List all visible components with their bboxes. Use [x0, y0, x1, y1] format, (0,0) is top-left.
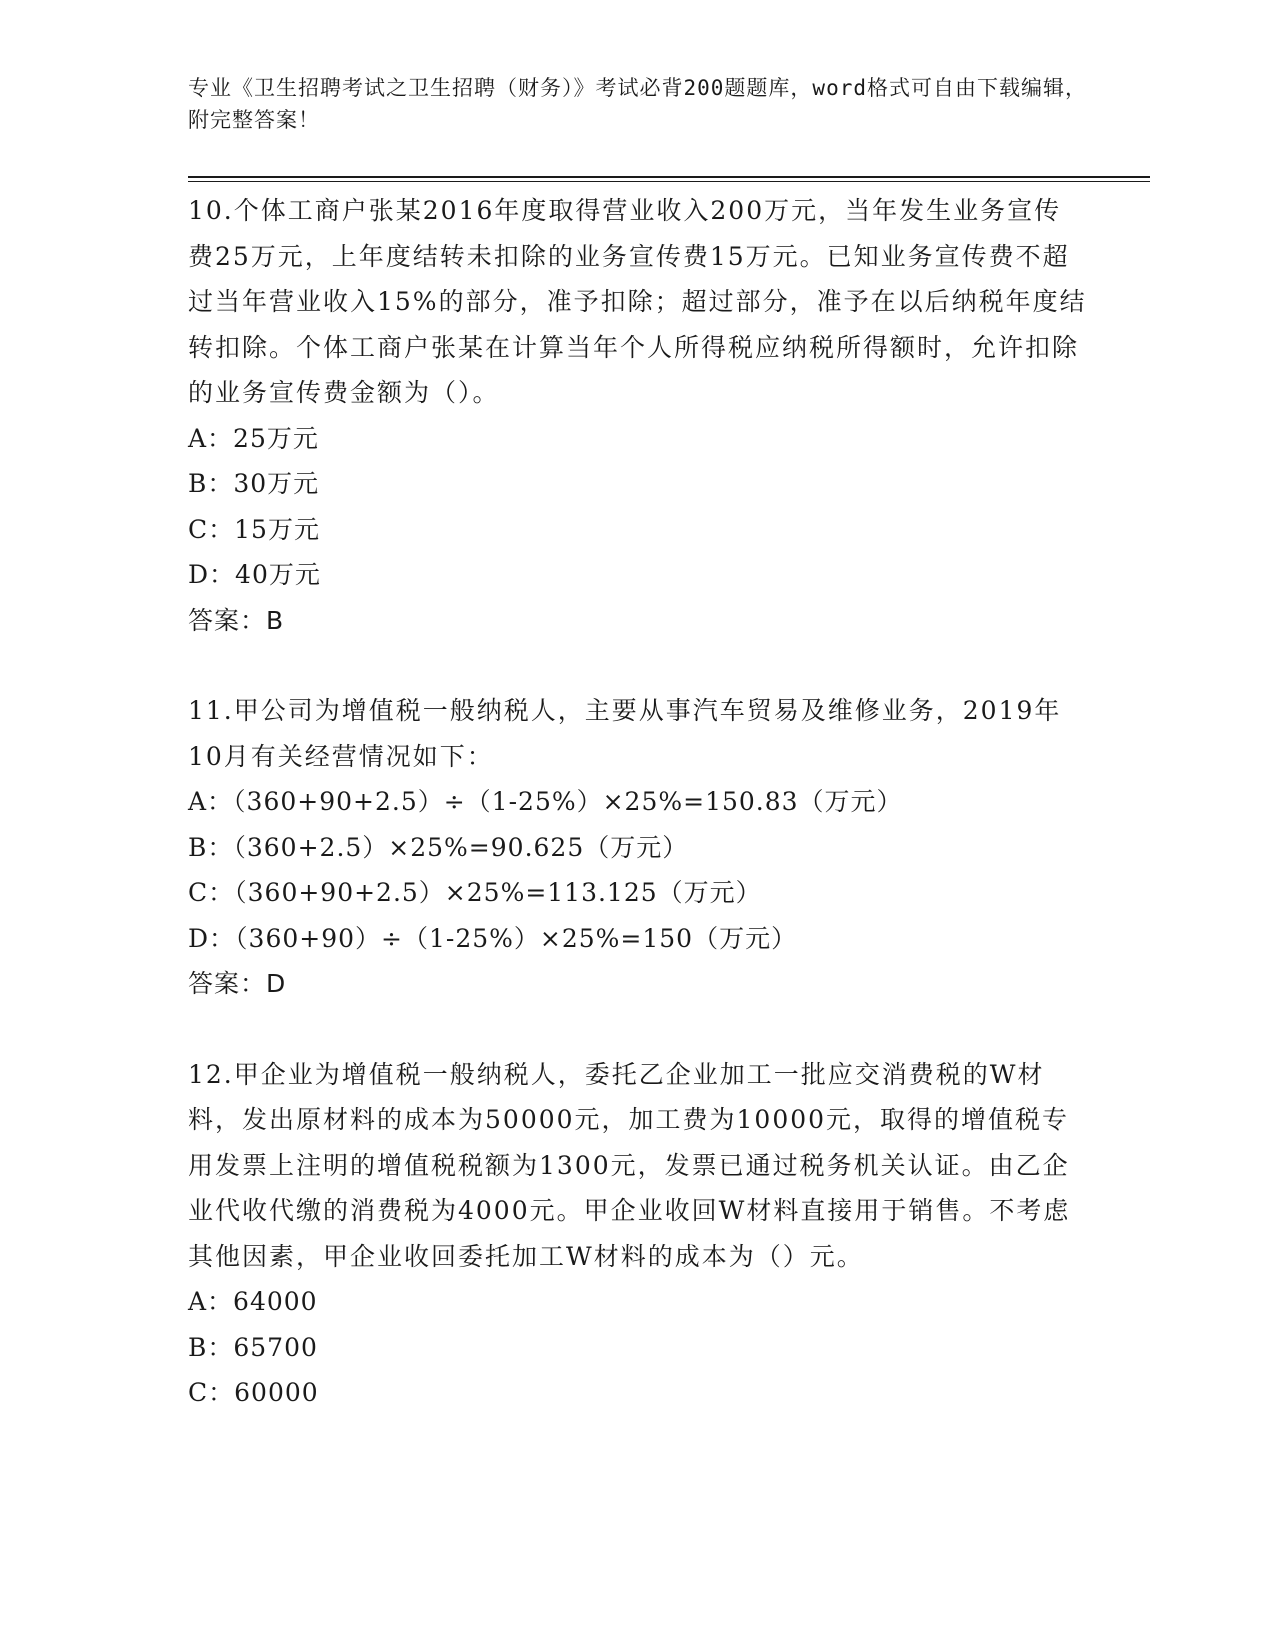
option-c: C：15万元	[188, 514, 320, 544]
question-stem: 10.个体工商户张某2016年度取得营业收入200万元，当年发生业务宣传费25万元，上年度结转未扣除的业务宣传费15万元。已知业务宣传费不超过当年营业收入15%的部分，准予扣除；超过部分，准予在以后纳税年度结转扣除。个体工商户张某在计算当年个人所得税应纳税所得额时，允许扣除的业务宣传费金额为（）。	[188, 196, 1087, 407]
option-b: B：30万元	[188, 469, 320, 498]
option-c: C：60000	[188, 1378, 319, 1407]
option-c: C：（360+90+2.5）×25%=113.125（万元）	[188, 878, 762, 907]
question-spacer	[188, 1007, 1088, 1052]
option-d: D：（360+90）÷（1-25%）×25%=150（万元）	[188, 923, 798, 953]
option-a: A：（360+90+2.5）÷（1-25%）×25%=150.83（万元）	[188, 787, 903, 816]
question-list	[188, 188, 1088, 1416]
question-stem: 11.甲公司为增值税一般纳税人，主要从事汽车贸易及维修业务，2019年10月有关经营情况如下：	[188, 696, 1062, 771]
option-d: D：40万元	[188, 560, 321, 589]
option-b: B：65700	[188, 1332, 318, 1362]
header-divider-thin	[188, 181, 1150, 182]
question-12	[188, 1052, 1088, 1416]
question-10	[188, 188, 1088, 643]
question-stem: 12.甲企业为增值税一般纳税人，委托乙企业加工一批应交消费税的W材料，发出原材料的成本为50000元，加工费为10000元，取得的增值税专用发票上注明的增值税税额为1300元，发票已通过税务机关认证。由乙企业代收代缴的消费税为4000元。甲企业收回W材料直接用于销售。不考虑其他因素，甲企业收回委托加工W材料的成本为（）元。	[188, 1059, 1071, 1271]
answer-line: 答案：D	[188, 969, 287, 998]
answer-line: 答案：B	[188, 605, 285, 635]
header-divider	[188, 176, 1150, 178]
option-a: A：25万元	[188, 423, 319, 453]
document-header: 专业《卫生招聘考试之卫生招聘（财务）》考试必背200题题库，word格式可自由下载编辑，附完整答案！	[188, 76, 1087, 132]
option-a: A：64000	[188, 1287, 318, 1316]
question-11	[188, 688, 1088, 1007]
option-b: B：（360+2.5）×25%=90.625（万元）	[188, 832, 689, 862]
question-spacer	[188, 643, 1088, 688]
